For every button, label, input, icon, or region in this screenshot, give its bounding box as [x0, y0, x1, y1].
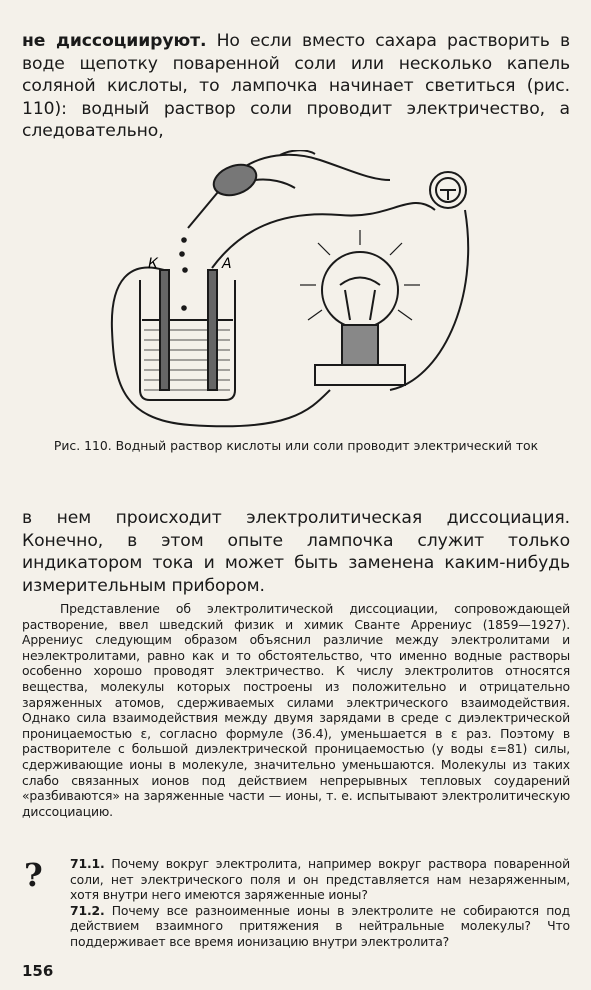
wire-right [212, 203, 435, 268]
drop [182, 238, 186, 242]
lamp-base [315, 365, 405, 385]
label-a: А [222, 256, 232, 272]
wire-left [112, 268, 330, 427]
top-paragraph-lead: не диссоциируют. [22, 31, 207, 51]
drop [180, 252, 184, 256]
figure-caption: Рис. 110. Водный раствор кислоты или соли проводит электрический ток [53, 438, 539, 453]
questions-block [70, 856, 570, 950]
small-paragraph: Представление об электролитической диссоциации, сопровождающей растворение, ввел шведский физик и химик Сванте Аррениус (1859—1927). Аррениус следующим образом объяснил различие между электролитами и неэлектролитами, равно как и то обстоятельство, что именно водные растворы особенно хорошо проводят электричество. К числу электролитов относятся вещества, молекулы которых построены из положительно и отрицательно заряженных атомов, сдерживаемых силами электрического взаимодействия. Однако сила взаимодействия между двумя зарядами в среде с диэлектрической проницаемостью ε, согласно формуле (36.4), уменьшается в ε раз. Поэтому в растворителе с большой диэлектрической проницаемостью (у воды ε=81) силы, сдерживающие ионы в молекуле, значительно уменьшаются. Молекулы из таких слабо связанных ионов под действием непрерывных тепловых соударений «разбиваются» на заряженные части — ионы, т. е. испытывают электролитическую диссоциацию. [22, 601, 570, 819]
question-number: 71.1. [70, 856, 105, 871]
lamp-filament [340, 278, 380, 321]
lamp-socket [342, 325, 378, 365]
question-mark-icon: ? [24, 856, 43, 894]
question-text: Почему все разноименные ионы в электролите не собираются под действием взаимного притяжения в нейтральные молекулы? Что поддерживает все время ионизацию внутри электролита? [70, 902, 570, 949]
question-number: 71.2. [70, 902, 105, 918]
pipette-tube [188, 192, 218, 228]
drop [183, 268, 187, 272]
electrode-k [160, 270, 169, 390]
wire-meter-lamp [390, 210, 468, 390]
electrode-a [208, 270, 217, 390]
lamp-bulb [322, 252, 398, 328]
middle-paragraph: в нем происходит электролитическая диссоциация. Конечно, в этом опыте лампочка служит только индикатором тока и может быть заменена каким-нибудь измерительным прибором. [22, 508, 570, 596]
hand-drawing [240, 150, 390, 188]
page-number: 156 [22, 962, 54, 980]
lamp-rays [300, 230, 420, 320]
question-text: Почему вокруг электролита, например вокруг раствора поваренной соли, нет электрического поля и он представляется нам незаряженным, хотя внутри него имеются заряженные ионы? [70, 856, 570, 903]
question-71-1 [70, 856, 570, 903]
top-paragraph [22, 30, 570, 143]
drop [182, 306, 186, 310]
label-k: К [148, 256, 158, 272]
electrolysis-figure [90, 150, 490, 430]
top-paragraph-rest: Но если вместо сахара растворить в воде щепотку поваренной соли или несколько капель соляной кислоты, то лампочка начинает светиться (рис. 110): водный раствор соли проводит электричество, а следовательно, [22, 31, 571, 141]
question-71-2 [70, 903, 570, 950]
